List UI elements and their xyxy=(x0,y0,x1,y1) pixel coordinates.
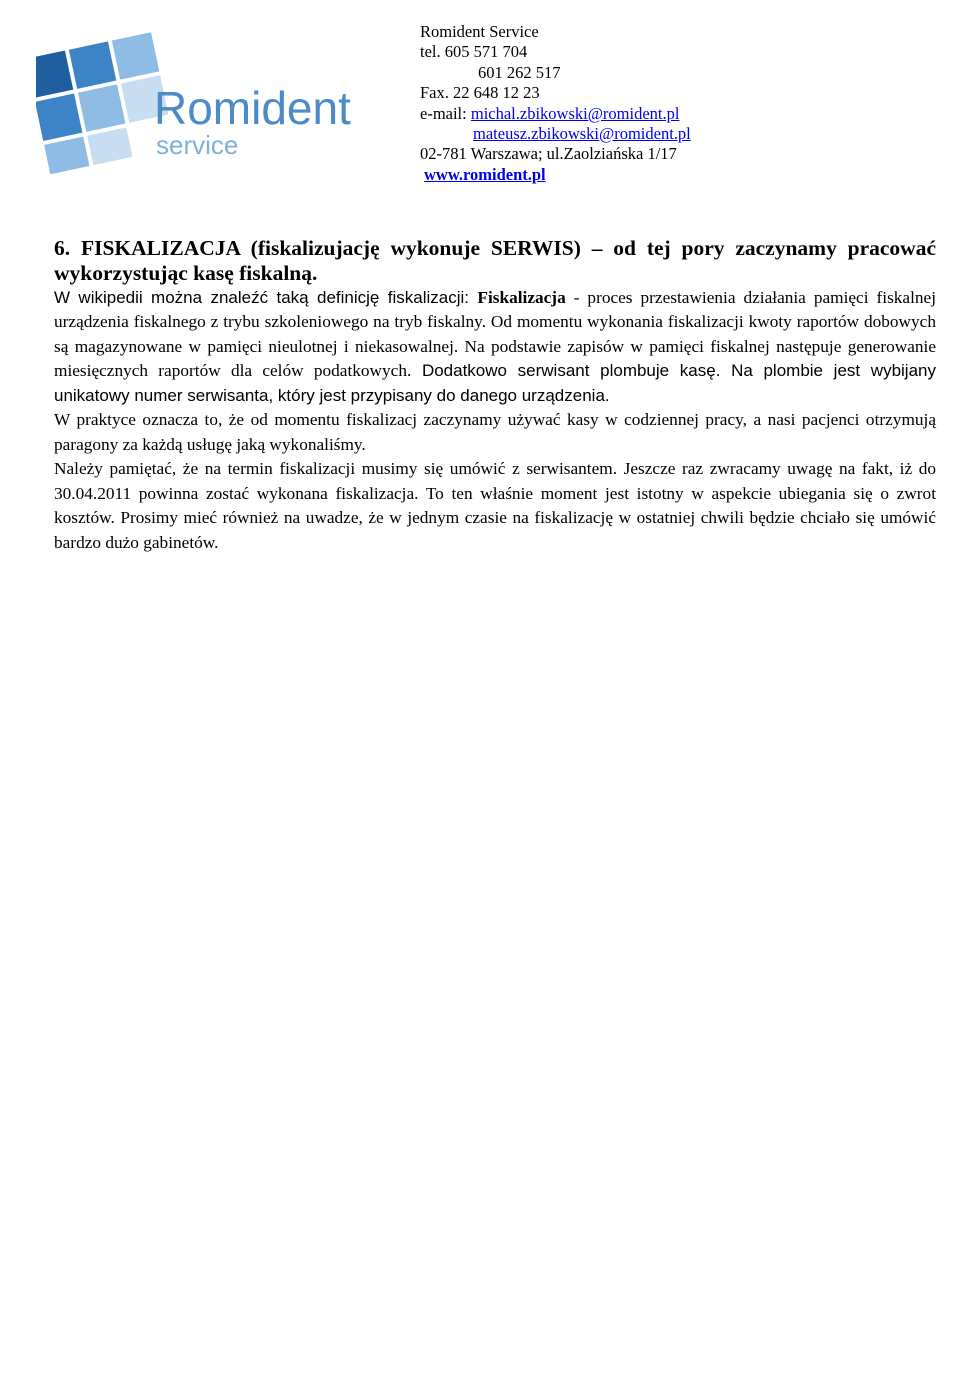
fax: Fax. 22 648 12 23 xyxy=(420,83,540,103)
email-line-1 xyxy=(420,104,940,124)
phone-1: 605 571 704 xyxy=(444,42,528,62)
phone-2: 601 262 517 xyxy=(478,62,561,82)
email-link-1[interactable]: michal.zbikowski@romident.pl xyxy=(470,103,680,123)
intro-sans-text: W wikipedii można znaleźć taką definicję fiskalizacji: xyxy=(54,287,478,307)
phone-line-1 xyxy=(420,42,940,62)
section-heading: 6. FISKALIZACJA (fiskalizujację wykonuje SERWIS) – od tej pory zaczynamy pracować wykorzystując kasę fiskalną. xyxy=(54,236,936,285)
reminder-paragraph: Należy pamiętać, że na termin fiskalizacji musimy się umówić z serwisantem. Jeszcze raz zwracamy uwagę na fakt, iż do 30.04.2011 powinna zostać wykonana fiskalizacja. To ten właśnie moment jest istotny w aspekcie ubiegania się o zwrot kosztów. Prosimy mieć również na uwadze, że w jednym czasie na fiskalizację w ostatniej chwili będzie chciało się umówić bardzo dużo gabinetów. xyxy=(54,459,936,552)
address: 02-781 Warszawa; ul.Zaolziańska 1/17 xyxy=(420,144,677,164)
logo-sub: service xyxy=(156,130,239,160)
tel-label: tel. xyxy=(420,42,441,62)
email-line-2 xyxy=(420,124,940,144)
definition-text: - proces przestawienia działania pamięci fiskalnej urządzenia fiskalnego z trybu szkoleniowego na tryb fiskalny. Od momentu wykonania fiskalizacji kwoty raportów dobowych są magazynowane w pamięci nieulotnej i niekasowalnej. Na podstawie zapisów w pamięci fiskalnej następuje generowanie miesięcznych raportów dla celów podatkowych. xyxy=(54,287,937,381)
website-link[interactable]: www.romident.pl xyxy=(424,164,546,184)
email-link-2[interactable]: mateusz.zbikowski@romident.pl xyxy=(473,124,691,144)
practice-paragraph: W praktyce oznacza to, że od momentu fiskalizacj zaczynamy używać kasy w codziennej pracy, a nasi pacjenci otrzymują paragony za każdą usługę jaką wykonaliśmy. xyxy=(54,410,936,454)
company-name: Romident Service xyxy=(420,22,539,41)
definition-paragraph xyxy=(54,286,936,409)
section-content xyxy=(54,236,936,555)
website-line xyxy=(420,165,940,185)
email-label: e-mail: xyxy=(420,103,467,123)
logo-name: Romident xyxy=(154,82,351,134)
contact-block xyxy=(420,22,940,185)
seal-info-text: Dodatkowo serwisant plombuje kasę. Na plombie jest wybijany unikatowy numer serwisanta, który jest przypisany do danego urządzenia. xyxy=(54,361,936,405)
romident-logo xyxy=(36,24,376,174)
definition-term: Fiskalizacja xyxy=(477,287,566,307)
